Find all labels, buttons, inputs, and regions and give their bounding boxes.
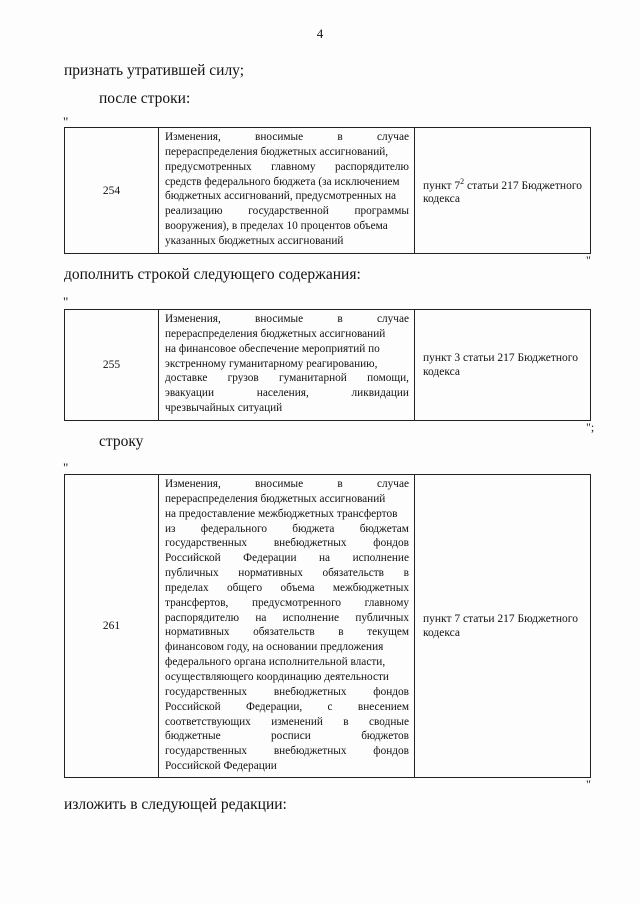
description-line: Изменения, вносимые в случае	[165, 313, 409, 325]
row-number: 261	[65, 475, 159, 778]
description-line: финансовом году, на основании предложения	[165, 641, 384, 654]
description-line: средств федерального бюджета (за исключением	[165, 175, 400, 188]
description-line: реализацию государственной программы	[165, 205, 409, 218]
description-line: распорядителю на исполнение публичных	[165, 611, 409, 624]
description-line: бюджетных ассигнований, предусмотренных на	[165, 190, 397, 203]
close-quote-mark: "	[586, 777, 591, 791]
row-description	[159, 310, 415, 421]
description-line: чрезвычайных ситуаций	[165, 402, 283, 415]
row-number: 254	[65, 128, 159, 254]
row-description	[159, 128, 415, 254]
description-line: перераспределения бюджетных ассигнований	[165, 327, 386, 340]
description-line: федерального органа исполнительной власти,	[165, 656, 386, 669]
description-line: государственных внебюджетных фондов	[165, 537, 409, 550]
text-recognize-invalid: признать утратившей силу;	[64, 62, 245, 79]
row-number: 255	[65, 310, 159, 421]
description-line: эвакуации населения, ликвидации	[165, 387, 409, 400]
page-number: 4	[316, 26, 324, 41]
open-quote-mark: "	[63, 460, 69, 475]
text-row: строку	[99, 433, 144, 450]
close-quote-mark: "	[586, 253, 591, 267]
table-row-254	[64, 127, 591, 254]
description-line: из федерального бюджета бюджетам	[165, 522, 409, 535]
description-line: перераспределения бюджетных ассигнований,	[165, 145, 389, 158]
table-row-261	[64, 474, 591, 778]
description-line: на предоставление межбюджетных трансфертов	[165, 507, 398, 520]
row-reference: пункт 7 статьи 217 Бюджетного кодекса	[415, 475, 591, 778]
description-line: экстренному гуманитарному реагированию,	[165, 357, 378, 370]
description-line: Изменения, вносимые в случае	[165, 131, 409, 143]
description-line: соответствующих изменений в сводные	[165, 715, 409, 728]
row-reference: пункт 3 статьи 217 Бюджетного кодекса	[415, 310, 591, 421]
row-description	[159, 475, 415, 778]
open-quote-mark: "	[63, 294, 69, 309]
description-line: Российской Федерации на исполнение	[165, 552, 409, 565]
description-line: доставке грузов гуманитарной помощи,	[165, 372, 409, 385]
description-line: на финансовое обеспечение мероприятий по	[165, 342, 380, 355]
description-line: вооружения), в пределах 10 процентов объема	[165, 220, 388, 233]
description-line: государственных внебюджетных фондов	[165, 745, 409, 758]
description-line: трансфертов, предусмотренного главному	[165, 596, 409, 609]
description-line: государственных внебюджетных фондов	[165, 685, 409, 698]
table-row-255	[64, 309, 591, 421]
description-line: Изменения, вносимые в случае	[165, 478, 409, 490]
description-line: бюджетные росписи бюджетов	[165, 730, 409, 743]
description-line: публичных нормативных обязательств в	[165, 567, 409, 580]
text-add-row: дополнить строкой следующего содержания:	[64, 266, 361, 283]
description-line: нормативных обязательств в текущем	[165, 626, 409, 639]
description-line: указанных бюджетных ассигнований	[165, 234, 344, 247]
text-after-row: после строки:	[99, 90, 191, 107]
text-set-forth: изложить в следующей редакции:	[64, 796, 287, 813]
description-line: Российской Федерации	[165, 760, 277, 773]
row-reference: пункт $7^2$ статьи 217 Бюджетного кодекса	[415, 128, 591, 254]
description-line: пределах общего объема межбюджетных	[165, 581, 409, 594]
open-quote-mark: "	[63, 114, 69, 129]
close-quote-semicolon-mark: ";	[586, 420, 595, 434]
description-line: перераспределения бюджетных ассигнований	[165, 492, 386, 505]
description-line: предусмотренных главному распорядителю	[165, 160, 409, 173]
description-line: осуществляющего координацию деятельности	[165, 670, 389, 683]
description-line: Российской Федерации, с внесением	[165, 700, 409, 713]
